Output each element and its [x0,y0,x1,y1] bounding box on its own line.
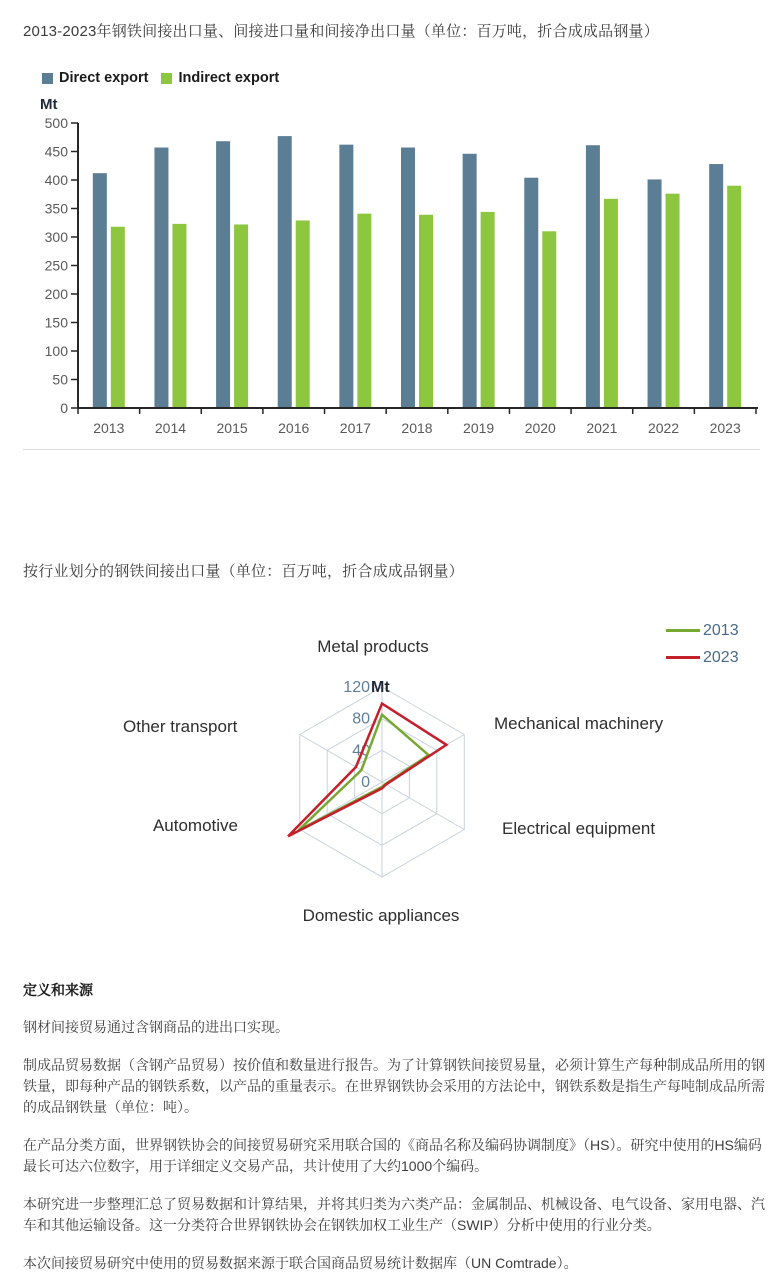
y-tick-label: 450 [44,143,68,160]
y-tick-label: 300 [44,229,68,245]
radar-spoke [382,782,464,830]
x-tick-label: 2014 [154,420,187,436]
legend-item-2013 [666,617,739,644]
bar-chart-title: 2013-2023年钢铁间接出口量、间接进口量和间接净出口量（单位：百万吨，折合成成品钢量） [23,23,659,40]
section-divider [23,449,760,450]
bar-indirect-2022 [666,194,680,408]
x-tick-label: 2020 [524,420,556,436]
definitions-heading: 定义和来源 [23,982,93,998]
x-tick-label: 2022 [647,420,680,436]
y-tick-label: 50 [52,371,68,388]
legend-label: Direct export [59,70,149,86]
paragraph: 本次间接贸易研究中使用的贸易数据来源于联合国商品贸易统计数据库（UN Comtrade）。 [23,1255,578,1271]
x-tick-label: 2021 [586,420,618,436]
bar-indirect-2020 [542,231,556,408]
y-tick-label: 150 [44,314,68,331]
x-tick-label: 2023 [709,420,741,436]
bar-indirect-2015 [234,224,248,408]
y-tick-label: 250 [44,257,68,274]
radar-axis-label-domestic-appliances: Domestic appliances [302,906,460,925]
radar-chart-legend [666,617,739,671]
bar-direct-2015 [216,141,230,408]
bar-direct-2013 [93,173,107,408]
radar-tick-label: 120 [343,679,370,696]
radar-axis-label-automotive: Automotive [152,816,238,835]
legend-label: Indirect export [178,70,280,86]
y-tick-label: 100 [44,343,68,359]
bar-chart-legend [42,70,279,86]
x-tick-label: 2013 [93,420,125,436]
radar-axis-label-metal-products: Metal products [317,637,429,656]
bar-indirect-2021 [604,199,618,408]
bar-indirect-2014 [172,224,186,408]
x-tick-label: 2016 [278,420,310,436]
legend-item-indirect-export [161,70,279,86]
paragraph: 制成品贸易数据（含钢产品贸易）按价值和数量进行报告。为了计算钢铁间接贸易量，必须计算生产每种制成品所用的钢铁量，即每种产品的钢铁系数，以产品的重量表示。在世界钢铁协会采用的方法论中，钢铁系数是指生产每吨制成品所需的成品钢铁量（单位：吨）。 [23,1057,765,1115]
y-tick-label: 200 [44,286,68,302]
y-tick-label: 500 [44,115,68,131]
x-tick-label: 2018 [401,420,433,436]
radar-axis-label-other-transport: Other transport [123,717,238,736]
svg-text:Mt: Mt [40,96,58,113]
y-tick-label: 350 [44,200,68,217]
legend-item-2023 [666,644,739,671]
x-tick-label: 2019 [463,420,495,436]
legend-label: 2013 [703,621,739,639]
series-2013-line-icon [666,629,700,632]
paragraph: 在产品分类方面，世界钢铁协会的间接贸易研究采用联合国的《商品名称及编码协调制度》（HS）。研究中使用的HS编码最长可达六位数字，用于详细定义交易产品，共计使用了大约1000个编码。 [23,1137,762,1174]
paragraph: 钢材间接贸易通过含钢商品的进出口实现。 [23,1019,289,1035]
definitions-section [23,980,765,1276]
bar-indirect-2023 [727,186,741,408]
bar-indirect-2017 [357,214,371,408]
bar-direct-2014 [154,148,168,408]
y-tick-label: 0 [60,400,68,416]
bar-indirect-2019 [481,212,495,408]
bar-direct-2022 [648,179,662,408]
bar-indirect-2016 [296,220,310,408]
radar-axis-label-mechanical-machinery: Mechanical machinery [494,714,664,733]
bar-direct-2023 [709,164,723,408]
indirect-export-swatch-icon [161,73,172,84]
legend-label: 2023 [703,648,739,666]
bar-direct-2016 [278,136,292,408]
y-tick-label: 400 [44,172,68,188]
x-tick-label: 2015 [216,420,248,436]
bar-direct-2018 [401,148,415,408]
paragraph: 本研究进一步整理汇总了贸易数据和计算结果，并将其归类为六类产品：金属制品、机械设备、电气设备、家用电器、汽车和其他运输设备。这一分类符合世界钢铁协会在钢铁加权工业生产（SWIP）分析中使用的行业分类。 [23,1196,765,1233]
bar-direct-2021 [586,145,600,408]
radar-chart-title: 按行业划分的钢铁间接出口量（单位：百万吨，折合成成品钢量） [23,563,464,580]
series-2023-line-icon [666,656,700,659]
radar-axis-label-electrical-equipment: Electrical equipment [502,819,656,838]
radar-tick-label: 40 [352,742,370,760]
x-tick-label: 2017 [339,420,371,436]
bar-indirect-2013 [111,227,125,408]
radar-tick-label: 80 [352,710,370,728]
bar-chart [30,95,770,445]
radar-unit-label: Mt [371,679,390,696]
direct-export-swatch-icon [42,73,53,84]
bar-direct-2017 [339,145,353,408]
radar-tick-label: 0 [361,774,370,791]
bar-indirect-2018 [419,215,433,408]
bar-direct-2020 [524,178,538,408]
bar-direct-2019 [463,154,477,408]
legend-item-direct-export [42,70,148,86]
